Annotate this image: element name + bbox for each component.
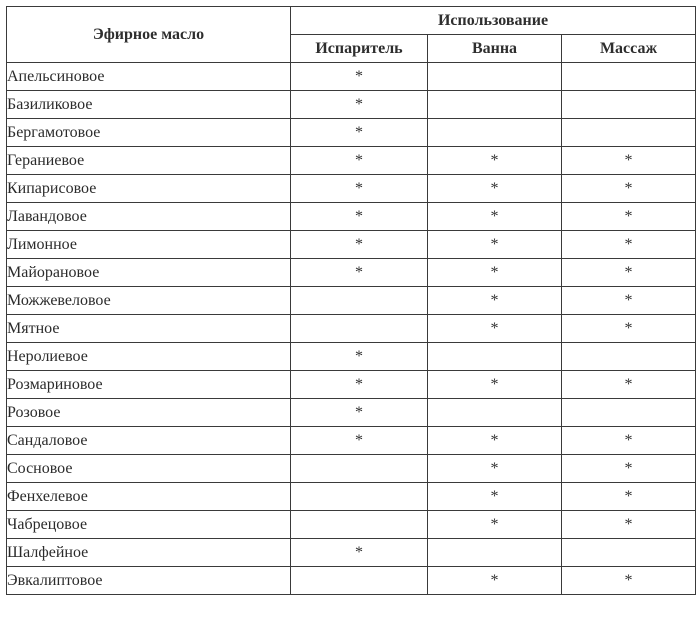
vaporizer-mark-cell: * bbox=[291, 539, 428, 567]
bath-mark-cell bbox=[428, 91, 562, 119]
table-row bbox=[7, 315, 696, 343]
massage-mark-cell: * bbox=[562, 371, 696, 399]
oil-name-cell: Шалфейное bbox=[7, 539, 291, 567]
vaporizer-mark-cell bbox=[291, 483, 428, 511]
oil-name-cell: Сандаловое bbox=[7, 427, 291, 455]
bath-mark-cell bbox=[428, 539, 562, 567]
table-row bbox=[7, 63, 696, 91]
table-row bbox=[7, 567, 696, 595]
table-row bbox=[7, 175, 696, 203]
vaporizer-mark-cell: * bbox=[291, 343, 428, 371]
vaporizer-mark-cell: * bbox=[291, 203, 428, 231]
vaporizer-mark-cell bbox=[291, 455, 428, 483]
header-bath: Ванна bbox=[428, 35, 562, 63]
vaporizer-mark-cell: * bbox=[291, 371, 428, 399]
table-row bbox=[7, 91, 696, 119]
massage-mark-cell: * bbox=[562, 203, 696, 231]
table-row bbox=[7, 343, 696, 371]
bath-mark-cell bbox=[428, 63, 562, 91]
oil-name-cell: Гераниевое bbox=[7, 147, 291, 175]
oil-name-cell: Неролиевое bbox=[7, 343, 291, 371]
vaporizer-mark-cell bbox=[291, 511, 428, 539]
vaporizer-mark-cell: * bbox=[291, 231, 428, 259]
bath-mark-cell: * bbox=[428, 427, 562, 455]
massage-mark-cell bbox=[562, 119, 696, 147]
oil-name-cell: Эвкалиптовое bbox=[7, 567, 291, 595]
oil-name-cell: Фенхелевое bbox=[7, 483, 291, 511]
table-row bbox=[7, 399, 696, 427]
oil-name-cell: Лавандовое bbox=[7, 203, 291, 231]
table-row bbox=[7, 539, 696, 567]
vaporizer-mark-cell: * bbox=[291, 399, 428, 427]
table-row bbox=[7, 259, 696, 287]
vaporizer-mark-cell bbox=[291, 567, 428, 595]
oil-name-cell: Сосновое bbox=[7, 455, 291, 483]
oil-name-cell: Можжевеловое bbox=[7, 287, 291, 315]
bath-mark-cell: * bbox=[428, 511, 562, 539]
bath-mark-cell: * bbox=[428, 567, 562, 595]
header-vaporizer: Испаритель bbox=[291, 35, 428, 63]
bath-mark-cell: * bbox=[428, 287, 562, 315]
vaporizer-mark-cell: * bbox=[291, 119, 428, 147]
table-row bbox=[7, 455, 696, 483]
massage-mark-cell: * bbox=[562, 511, 696, 539]
table-body bbox=[7, 63, 696, 595]
table-row bbox=[7, 483, 696, 511]
bath-mark-cell: * bbox=[428, 259, 562, 287]
bath-mark-cell: * bbox=[428, 483, 562, 511]
massage-mark-cell bbox=[562, 399, 696, 427]
table-row bbox=[7, 371, 696, 399]
table-row bbox=[7, 511, 696, 539]
table-row bbox=[7, 287, 696, 315]
oil-name-cell: Бергамотовое bbox=[7, 119, 291, 147]
massage-mark-cell: * bbox=[562, 567, 696, 595]
bath-mark-cell: * bbox=[428, 203, 562, 231]
massage-mark-cell: * bbox=[562, 315, 696, 343]
massage-mark-cell: * bbox=[562, 427, 696, 455]
massage-mark-cell bbox=[562, 63, 696, 91]
table-row bbox=[7, 203, 696, 231]
oil-name-cell: Базиликовое bbox=[7, 91, 291, 119]
oil-name-cell: Лимонное bbox=[7, 231, 291, 259]
oil-name-cell: Чабрецовое bbox=[7, 511, 291, 539]
table-header bbox=[7, 7, 696, 63]
vaporizer-mark-cell: * bbox=[291, 63, 428, 91]
header-usage-group: Использование bbox=[291, 7, 696, 35]
vaporizer-mark-cell: * bbox=[291, 259, 428, 287]
oil-name-cell: Майорановое bbox=[7, 259, 291, 287]
bath-mark-cell bbox=[428, 343, 562, 371]
massage-mark-cell: * bbox=[562, 287, 696, 315]
bath-mark-cell: * bbox=[428, 371, 562, 399]
bath-mark-cell: * bbox=[428, 315, 562, 343]
massage-mark-cell: * bbox=[562, 147, 696, 175]
bath-mark-cell bbox=[428, 119, 562, 147]
vaporizer-mark-cell: * bbox=[291, 91, 428, 119]
vaporizer-mark-cell bbox=[291, 315, 428, 343]
bath-mark-cell bbox=[428, 399, 562, 427]
table-row bbox=[7, 119, 696, 147]
vaporizer-mark-cell: * bbox=[291, 427, 428, 455]
massage-mark-cell bbox=[562, 91, 696, 119]
massage-mark-cell: * bbox=[562, 259, 696, 287]
bath-mark-cell: * bbox=[428, 147, 562, 175]
vaporizer-mark-cell bbox=[291, 287, 428, 315]
header-essential-oil: Эфирное масло bbox=[7, 7, 291, 63]
oil-name-cell: Мятное bbox=[7, 315, 291, 343]
table-row bbox=[7, 427, 696, 455]
bath-mark-cell: * bbox=[428, 455, 562, 483]
oil-name-cell: Розмариновое bbox=[7, 371, 291, 399]
bath-mark-cell: * bbox=[428, 175, 562, 203]
massage-mark-cell: * bbox=[562, 483, 696, 511]
table-row bbox=[7, 147, 696, 175]
table-row bbox=[7, 231, 696, 259]
header-massage: Массаж bbox=[562, 35, 696, 63]
massage-mark-cell: * bbox=[562, 231, 696, 259]
massage-mark-cell bbox=[562, 539, 696, 567]
vaporizer-mark-cell: * bbox=[291, 147, 428, 175]
essential-oils-usage-table bbox=[6, 6, 696, 595]
massage-mark-cell bbox=[562, 343, 696, 371]
oil-name-cell: Розовое bbox=[7, 399, 291, 427]
oil-name-cell: Кипарисовое bbox=[7, 175, 291, 203]
massage-mark-cell: * bbox=[562, 455, 696, 483]
bath-mark-cell: * bbox=[428, 231, 562, 259]
vaporizer-mark-cell: * bbox=[291, 175, 428, 203]
oil-name-cell: Апельсиновое bbox=[7, 63, 291, 91]
massage-mark-cell: * bbox=[562, 175, 696, 203]
